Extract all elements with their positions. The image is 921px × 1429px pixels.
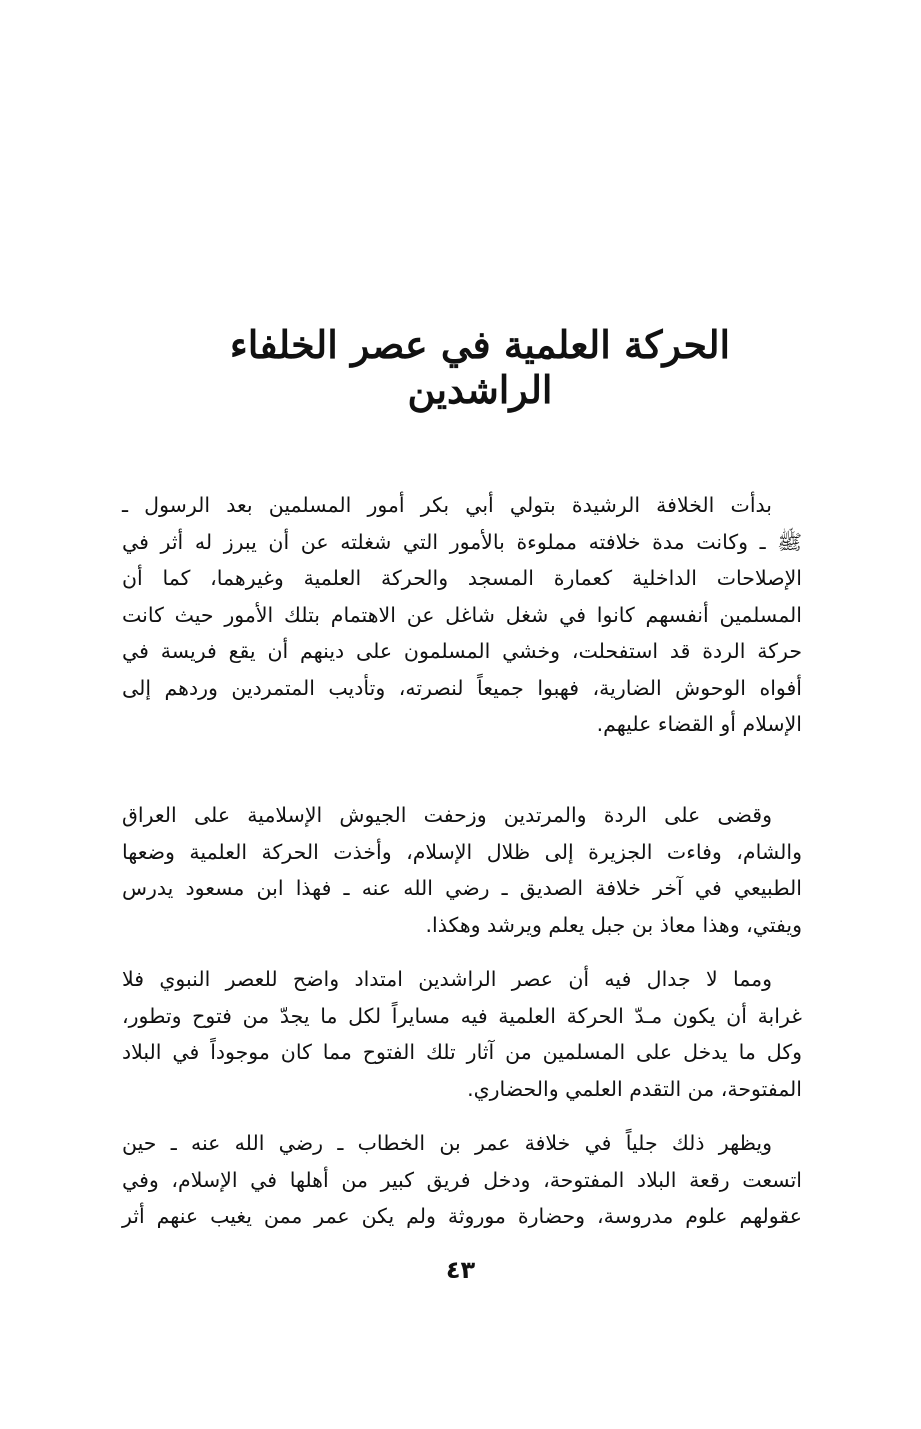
paragraph-line: ويفتي، وهذا معاذ بن جبل يعلم ويرشد وهكذا. xyxy=(425,912,802,937)
paragraph-line: حركة الردة قد استفحلت، وخشي المسلمون على دينهم أن يقع فريسة في xyxy=(122,639,802,663)
paragraph-line: الطبيعي في آخر خلافة الصديق ـ رضي الله عنه ـ فهذا ابن مسعود يدرس xyxy=(122,876,802,900)
paragraph-line: اتسعت رقعة البلاد المفتوحة، ودخل فريق كبير من أهلها في الإسلام، وفي xyxy=(122,1167,802,1192)
paragraph-line: عقولهم علوم مدروسة، وحضارة موروثة ولم يكن عمر ممن يغيب عنهم أثر xyxy=(122,1204,802,1228)
paragraph-line: المفتوحة، من التقدم العلمي والحضاري. xyxy=(467,1076,802,1101)
paragraph-line: ومما لا جدال فيه أن عصر الراشدين امتداد واضح للعصر النبوي فلا xyxy=(122,967,772,991)
page-number: ٤٣ xyxy=(445,1256,476,1284)
paragraph-line: وقضى على الردة والمرتدين وزحفت الجيوش الإسلامية على العراق xyxy=(122,803,772,827)
paragraph-line: بدأت الخلافة الرشيدة بتولي أبي بكر أمور المسلمين بعد الرسول ـ xyxy=(122,493,772,517)
paragraph-line: وكل ما يدخل على المسلمين من آثار تلك الفتوح مما كان موجوداً في البلاد xyxy=(122,1040,802,1064)
paragraph-line: أفواه الوحوش الضارية، فهبوا جميعاً لنصرته، وتأديب المتمردين وردهم إلى xyxy=(122,675,802,700)
paragraph-line: ويظهر ذلك جلياً في خلافة عمر بن الخطاب ـ رضي الله عنه ـ حين xyxy=(122,1131,772,1155)
chapter-title: الحركة العلمية في عصر الخلفاء الراشدين xyxy=(229,322,731,412)
paragraph-line: الإسلام أو القضاء عليهم. xyxy=(596,712,802,736)
paragraph-line: والشام، وفاءت الجزيرة إلى ظلال الإسلام، وأخذت الحركة العلمية وضعها xyxy=(122,839,802,864)
paragraph-line: المسلمين أنفسهم كانوا في شغل شاغل عن الاهتمام بتلك الأمور حيث كانت xyxy=(122,602,802,627)
paragraph-line: ﷺ ـ وكانت مدة خلافته مملوءة بالأمور التي شغلته عن أن يبرز له أثر في xyxy=(122,529,802,554)
paragraph-line: الإصلاحات الداخلية كعمارة المسجد والحركة العلمية وغيرهما، كما أن xyxy=(122,566,802,590)
paragraph-line: غرابة أن يكون مـدّ الحركة العلمية فيه مسايراً لكل ما يجدّ من فتوح وتطور، xyxy=(122,1003,802,1028)
